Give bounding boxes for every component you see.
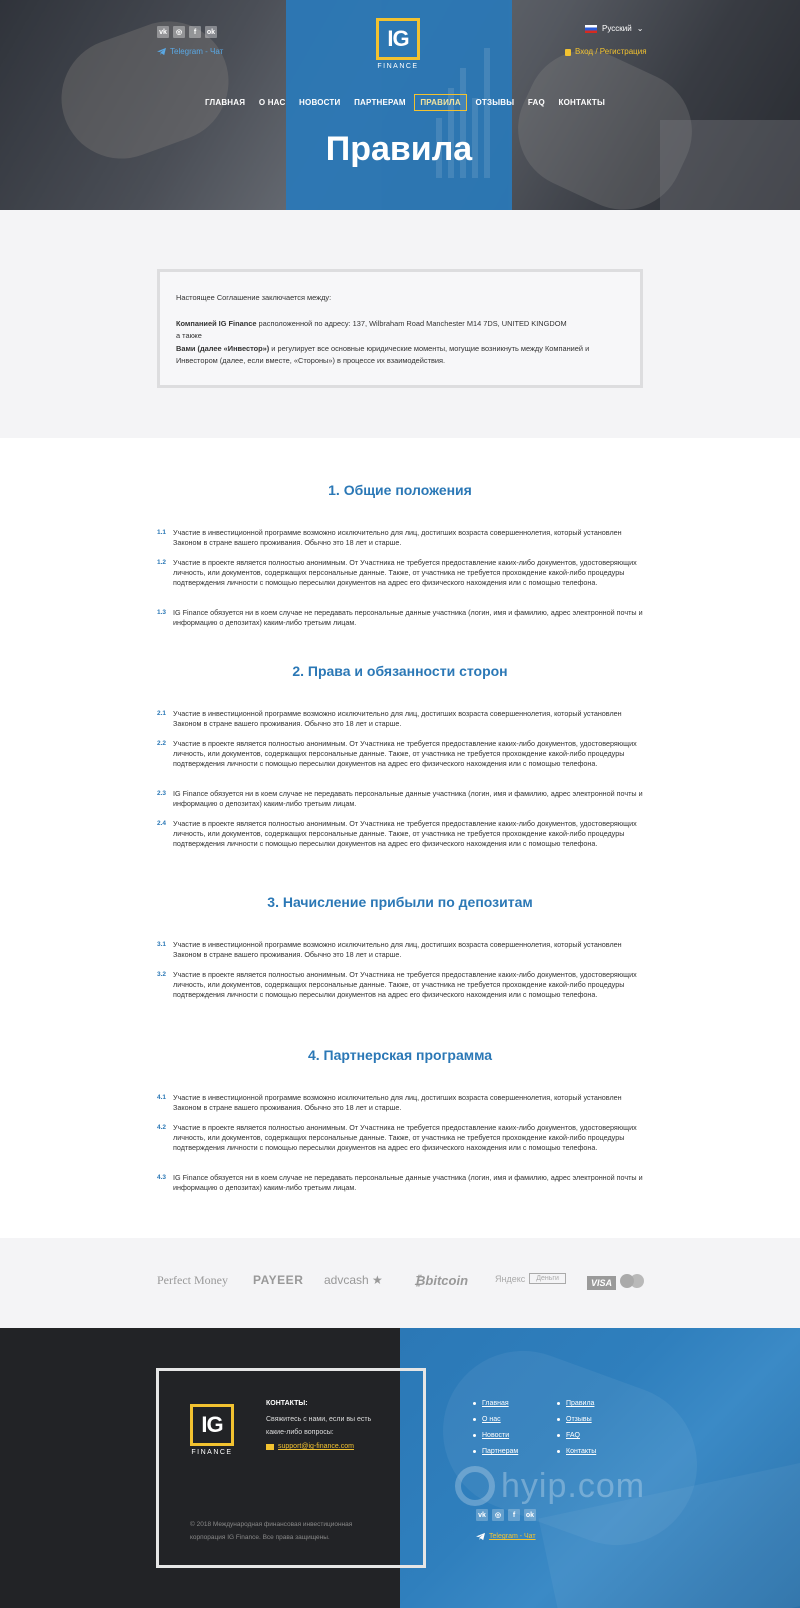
agreement-intro: Настоящее Соглашение заключается между: <box>176 293 332 302</box>
section-title-rights: 2. Права и обязанности сторон <box>292 663 508 679</box>
facebook-icon[interactable]: f <box>508 1509 520 1521</box>
rule-item: 2.3 IG Finance обязуется ни в коем случае не передавать персональные данные участника (логин, имя и фамилию, адрес электронной почты и информацию о депозитах) каким-либо третьим лицам. <box>157 789 643 808</box>
vk-icon[interactable]: vk <box>476 1509 488 1521</box>
odnoklassniki-icon[interactable]: ok <box>205 26 217 38</box>
telegram-icon <box>157 47 166 56</box>
nav-reviews[interactable]: ОТЗЫВЫ <box>475 98 515 107</box>
watermark: hyip.com <box>455 1466 645 1506</box>
payment-systems-strip <box>0 1238 800 1328</box>
chevron-down-icon: ⌄ <box>636 24 644 33</box>
agreement-also: а также <box>176 331 202 340</box>
nav-home[interactable]: ГЛАВНАЯ <box>205 98 246 107</box>
instagram-icon[interactable]: ◎ <box>173 26 185 38</box>
odnoklassniki-icon[interactable]: ok <box>524 1509 536 1521</box>
header-social-links <box>157 26 217 38</box>
footer-link-reviews[interactable]: Отзывы <box>557 1416 596 1423</box>
russia-flag-icon <box>585 25 597 33</box>
lock-icon <box>565 49 571 56</box>
footer-telegram-link[interactable]: Telegram - Чат <box>476 1532 536 1541</box>
telegram-icon <box>476 1532 485 1541</box>
section-title-profit: 3. Начисление прибыли по депозитам <box>267 894 533 910</box>
rule-item: 3.2 Участие в проекте является полностью анонимным. От Участника не требуется предоставление каких-либо документов, удостоверяющих личность, или документов, содержащих персональные данные. Также, от участника не требуется прохождение какой-либо процедуры подтверждения личности с помощью пересылки документов на адрес его физического нахождения или с помощью телефона. <box>157 970 637 999</box>
footer-links-col1 <box>473 1400 518 1464</box>
rule-item: 2.2 Участие в проекте является полностью анонимным. От Участника не требуется предоставление каких-либо документов, удостоверяющих личность, или документов, содержащих персональные данные. Также, от участника не требуется прохождение какой-либо процедуры подтверждения личности с помощью пересылки документов на адрес его физического нахождения или с помощью телефона. <box>157 739 637 768</box>
page-title: Правила <box>325 130 473 168</box>
visa-logo: VISA <box>587 1276 616 1290</box>
watermark-icon <box>455 1466 495 1506</box>
footer-link-rules[interactable]: Правила <box>557 1400 596 1407</box>
login-register-link[interactable]: Вход / Регистрация <box>565 47 647 56</box>
nav-partners[interactable]: ПАРТНЕРАМ <box>354 98 406 107</box>
nav-contacts[interactable]: КОНТАКТЫ <box>558 98 605 107</box>
rule-item: 1.1 Участие в инвестиционной программе возможно исключительно для лиц, достигших возраста совершеннолетия, который установлен Законом в стране вашего проживания. Обычно это 18 лет и старше. <box>157 528 622 547</box>
rule-item: 4.2 Участие в проекте является полностью анонимным. От Участника не требуется предоставление каких-либо документов, удостоверяющих личность, или документов, содержащих персональные данные. Также, от участника не требуется прохождение какой-либо процедуры подтверждения личности с помощью пересылки документов на адрес его физического нахождения или с помощью телефона. <box>157 1123 637 1152</box>
mastercard-logo <box>620 1274 644 1288</box>
nav-about[interactable]: О НАС <box>258 98 286 107</box>
rule-item: 3.1 Участие в инвестиционной программе возможно исключительно для лиц, достигших возраста совершеннолетия, который установлен Законом в стране вашего проживания. Обычно это 18 лет и старше. <box>157 940 622 959</box>
section-title-general: 1. Общие положения <box>328 482 472 498</box>
nav-rules[interactable]: ПРАВИЛА <box>414 94 466 111</box>
footer-link-partners[interactable]: Партнерам <box>473 1448 518 1455</box>
language-selector[interactable]: Русский ⌄ <box>585 24 643 33</box>
footer-link-faq[interactable]: FAQ <box>557 1432 596 1439</box>
bitcoin-logo: ₿bitcoin <box>414 1273 469 1288</box>
footer-contacts-heading: КОНТАКТЫ: <box>266 1400 308 1407</box>
rule-item: 4.1 Участие в инвестиционной программе возможно исключительно для лиц, достигших возраста совершеннолетия, который установлен Законом в стране вашего проживания. Обычно это 18 лет и старше. <box>157 1093 622 1112</box>
advcash-logo: advcash ★ <box>324 1273 383 1287</box>
nav-faq[interactable]: FAQ <box>527 98 545 107</box>
perfect-money-logo: Perfect Money <box>157 1273 228 1287</box>
rule-item: 4.3 IG Finance обязуется ни в коем случае не передавать персональные данные участника (логин, имя и фамилию, адрес электронной почты и информацию о депозитах) каким-либо третьим лицам. <box>157 1173 643 1192</box>
rule-item: 1.2 Участие в проекте является полностью анонимным. От Участника не требуется предоставление каких-либо документов, удостоверяющих личность, или документов, содержащих персональные данные. Также, от участника не требуется прохождение какой-либо процедуры подтверждения личности с помощью пересылки документов на адрес его физического нахождения или с помощью телефона. <box>157 558 637 587</box>
footer-email-link[interactable]: support@ig-finance.com <box>266 1443 354 1450</box>
vk-icon[interactable]: vk <box>157 26 169 38</box>
footer-social-links <box>476 1509 536 1521</box>
facebook-icon[interactable]: f <box>189 26 201 38</box>
footer-logo[interactable]: IG FINANCE <box>190 1404 234 1460</box>
agreement-box <box>157 269 643 388</box>
footer-link-about[interactable]: О нас <box>473 1416 518 1423</box>
footer-link-news[interactable]: Новости <box>473 1432 518 1439</box>
instagram-icon[interactable]: ◎ <box>492 1509 504 1521</box>
rule-item: 2.4 Участие в проекте является полностью анонимным. От Участника не требуется предоставление каких-либо документов, удостоверяющих личность, или документов, содержащих персональные данные. Также, от участника не требуется прохождение какой-либо процедуры подтверждения личности с помощью пересылки документов на адрес его физического нахождения или с помощью телефона. <box>157 819 637 848</box>
agreement-company: Компанией IG Finance расположенной по адресу: 137, Wilbraham Road Manchester M14 7DS, UNITED KINGDOM <box>176 318 567 328</box>
section-title-partner: 4. Партнерская программа <box>307 1047 493 1063</box>
footer-contacts-text: Свяжитесь с нами, если вы есть какие-либо вопросы: <box>266 1416 372 1436</box>
site-logo[interactable]: IG FINANCE <box>376 18 420 72</box>
rule-item: 2.1 Участие в инвестиционной программе возможно исключительно для лиц, достигших возраста совершеннолетия, который установлен Законом в стране вашего проживания. Обычно это 18 лет и старше. <box>157 709 622 728</box>
nav-news[interactable]: НОВОСТИ <box>299 98 341 107</box>
footer-link-home[interactable]: Главная <box>473 1400 518 1407</box>
agreement-investor: Вами (далее «Инвестор») и регулирует все основные юридические моменты, могущие возникнуть между Компанией и Инвестором (далее, если вместе, «Стороны») в процессе их взаимодействия. <box>176 343 590 365</box>
envelope-icon <box>266 1444 274 1450</box>
yandex-money-logo: Яндекс Деньги <box>495 1273 566 1284</box>
payeer-logo: PAYEER <box>253 1273 304 1287</box>
rule-item: 1.3 IG Finance обязуется ни в коем случае не передавать персональные данные участника (логин, имя и фамилию, адрес электронной почты и информацию о депозитах) каким-либо третьим лицам. <box>157 608 643 627</box>
footer-link-contacts[interactable]: Контакты <box>557 1448 596 1455</box>
telegram-chat-link[interactable]: Telegram - Чат <box>157 47 223 56</box>
footer-links-col2 <box>557 1400 596 1464</box>
main-nav <box>200 94 610 111</box>
footer-copyright: © 2018 Международная финансовая инвестиционная корпорация IG Finance. Все права защищены. <box>190 1521 353 1541</box>
